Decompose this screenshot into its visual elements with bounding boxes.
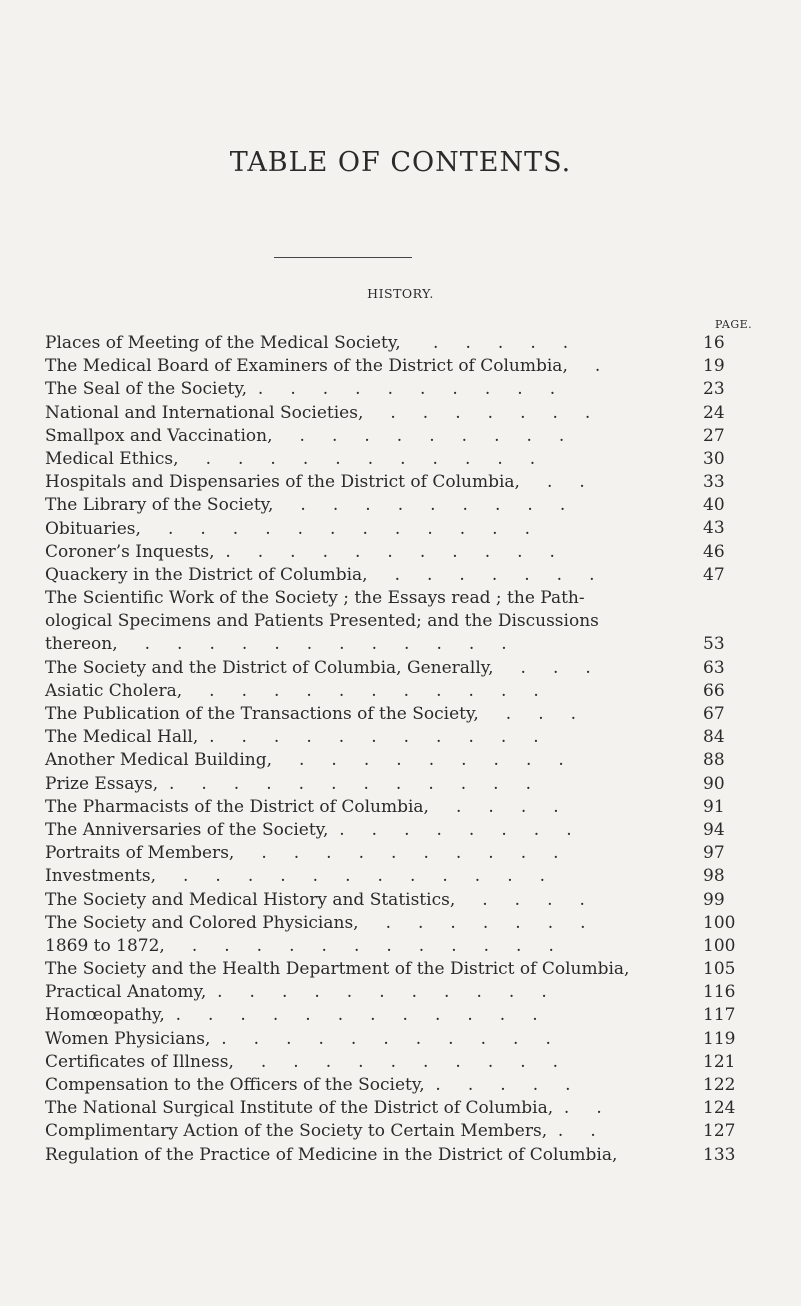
toc-entry-title: Obituaries, . . . . . . . . . . . . [45, 518, 530, 539]
toc-entry-title: Complimentary Action of the Society to Certain Members, . . [45, 1121, 596, 1142]
toc-entry-title: Smallpox and Vaccination, . . . . . . . . . [45, 425, 565, 446]
toc-entry [45, 587, 745, 657]
section-heading: HISTORY. [367, 286, 434, 301]
page-column-header: PAGE. [715, 318, 753, 331]
toc-entry [45, 657, 745, 680]
toc-entry [45, 935, 745, 958]
toc-entry-page: 24 [703, 402, 725, 423]
toc-entry-page: 40 [703, 495, 725, 516]
toc-entry [45, 402, 745, 425]
toc-entry-title: The Society and Colored Physicians, . . . . . . . [45, 912, 586, 933]
toc-entry-title: The Publication of the Transactions of the Society, . . . [45, 704, 577, 725]
toc-entry-page: 66 [703, 680, 725, 701]
toc-entry-title: The National Surgical Institute of the District of Columbia, . . [45, 1098, 602, 1119]
toc-entry [45, 981, 745, 1004]
toc-entry-title: Portraits of Members, . . . . . . . . . . [45, 843, 559, 864]
page-title: TABLE OF CONTENTS. [229, 147, 572, 178]
toc-entry [45, 912, 745, 935]
toc-entry-title: Compensation to the Officers of the Society, . . . . . [45, 1075, 571, 1096]
toc-entry-page: 30 [703, 448, 725, 469]
toc-entry-title: Quackery in the District of Columbia, . . . . . . . [45, 564, 595, 585]
toc-entry-title: Asiatic Cholera, . . . . . . . . . . . [45, 680, 539, 701]
toc-entry [45, 749, 745, 772]
toc-entry [45, 1028, 745, 1051]
toc-entry [45, 1004, 745, 1027]
toc-entry [45, 680, 745, 703]
toc-entry [45, 518, 745, 541]
toc-entry [45, 1120, 745, 1143]
toc-entry-page: 88 [703, 750, 725, 771]
toc-entry-title: 1869 to 1872, . . . . . . . . . . . . [45, 935, 554, 956]
title-rule [274, 257, 412, 258]
toc-entry-title: The Medical Hall, . . . . . . . . . . . [45, 727, 539, 748]
toc-entry [45, 865, 745, 888]
toc-entry-title: Prize Essays, . . . . . . . . . . . . [45, 773, 532, 794]
contents-list [45, 332, 745, 1167]
toc-entry-page: 63 [703, 657, 725, 678]
toc-entry-page: 133 [703, 1144, 736, 1165]
toc-entry [45, 494, 745, 517]
toc-entry-page: 16 [703, 332, 725, 353]
toc-entry-page: 117 [703, 1005, 736, 1026]
toc-entry-page: 119 [703, 1028, 736, 1049]
toc-entry-title: The Society and the District of Columbia, Generally, . . . [45, 657, 591, 678]
toc-entry-page: 94 [703, 819, 725, 840]
toc-entry [45, 355, 745, 378]
toc-entry-page: 43 [703, 518, 725, 539]
toc-entry-title: Homœopathy, . . . . . . . . . . . . [45, 1005, 538, 1026]
toc-entry-page: 116 [703, 982, 736, 1003]
toc-entry [45, 471, 745, 494]
toc-entry [45, 842, 745, 865]
toc-entry-page: 84 [703, 727, 725, 748]
toc-entry-title: The Seal of the Society, . . . . . . . . . . [45, 379, 556, 400]
toc-entry-page: 53 [703, 634, 725, 655]
toc-entry-page: 100 [703, 912, 736, 933]
toc-entry-page: 47 [703, 564, 725, 585]
toc-entry-page: 46 [703, 541, 725, 562]
toc-entry-title: Coroner’s Inquests, . . . . . . . . . . . [45, 541, 555, 562]
toc-entry-page: 100 [703, 935, 736, 956]
toc-entry [45, 378, 745, 401]
toc-entry-page: 33 [703, 472, 725, 493]
toc-entry-title: Regulation of the Practice of Medicine in the District of Columbia, [45, 1144, 618, 1165]
toc-entry-page: 67 [703, 704, 725, 725]
toc-entry-page: 27 [703, 425, 725, 446]
toc-entry [45, 448, 745, 471]
toc-entry-page: 97 [703, 843, 725, 864]
toc-entry-title: The Anniversaries of the Society, . . . . . . . . [45, 819, 572, 840]
toc-entry-page: 124 [703, 1098, 736, 1119]
toc-entry [45, 889, 745, 912]
toc-entry-title: Hospitals and Dispensaries of the District of Columbia, . . [45, 472, 585, 493]
toc-entry-title: The Library of the Society, . . . . . . . . . [45, 495, 566, 516]
toc-entry [45, 958, 745, 981]
toc-entry [45, 1051, 745, 1074]
toc-entry [45, 726, 745, 749]
toc-entry-title: Investments, . . . . . . . . . . . . [45, 866, 546, 887]
toc-entry [45, 703, 745, 726]
toc-entry-title: Medical Ethics, . . . . . . . . . . . [45, 448, 536, 469]
toc-entry [45, 1144, 745, 1167]
toc-entry-title: The Pharmacists of the District of Columbia, . . . . [45, 796, 559, 817]
toc-entry [45, 425, 745, 448]
toc-entry-page: 23 [703, 379, 725, 400]
toc-entry [45, 332, 745, 355]
toc-entry-page: 105 [703, 959, 736, 980]
toc-entry-title: Certificates of Illness, . . . . . . . . . . [45, 1051, 559, 1072]
toc-entry-page: 121 [703, 1051, 736, 1072]
toc-entry [45, 773, 745, 796]
toc-entry [45, 1097, 745, 1120]
toc-entry-page: 127 [703, 1121, 736, 1142]
toc-entry-title: The Medical Board of Examiners of the District of Columbia, . [45, 356, 601, 377]
toc-entry-title: The Society and Medical History and Statistics, . . . . [45, 889, 585, 910]
toc-entry [45, 541, 745, 564]
toc-entry [45, 1074, 745, 1097]
toc-entry-title: Women Physicians, . . . . . . . . . . . [45, 1028, 551, 1049]
toc-entry-title: Places of Meeting of the Medical Society, . . . . . [45, 333, 569, 353]
toc-entry-page: 91 [703, 796, 725, 817]
toc-entry-page: 19 [703, 356, 725, 377]
toc-entry-title: National and International Societies, . . . . . . . [45, 402, 591, 423]
toc-entry [45, 796, 745, 819]
toc-entry-page: 98 [703, 866, 725, 887]
toc-entry-title: Practical Anatomy, . . . . . . . . . . . [45, 982, 547, 1003]
toc-entry-page: 122 [703, 1075, 736, 1096]
toc-entry-title: The Society and the Health Department of the District of Columbia, [45, 959, 630, 980]
toc-entry-title: The Scientific Work of the Society ; the Essays read ; the Path-ological Specimens and Patients Presented; and the Discussions thereon, . . . . . . . . . . . . [45, 588, 605, 655]
toc-entry-page: 99 [703, 889, 725, 910]
toc-entry [45, 564, 745, 587]
toc-entry [45, 819, 745, 842]
toc-entry-title: Another Medical Building, . . . . . . . . . [45, 750, 564, 771]
toc-entry-page: 90 [703, 773, 725, 794]
